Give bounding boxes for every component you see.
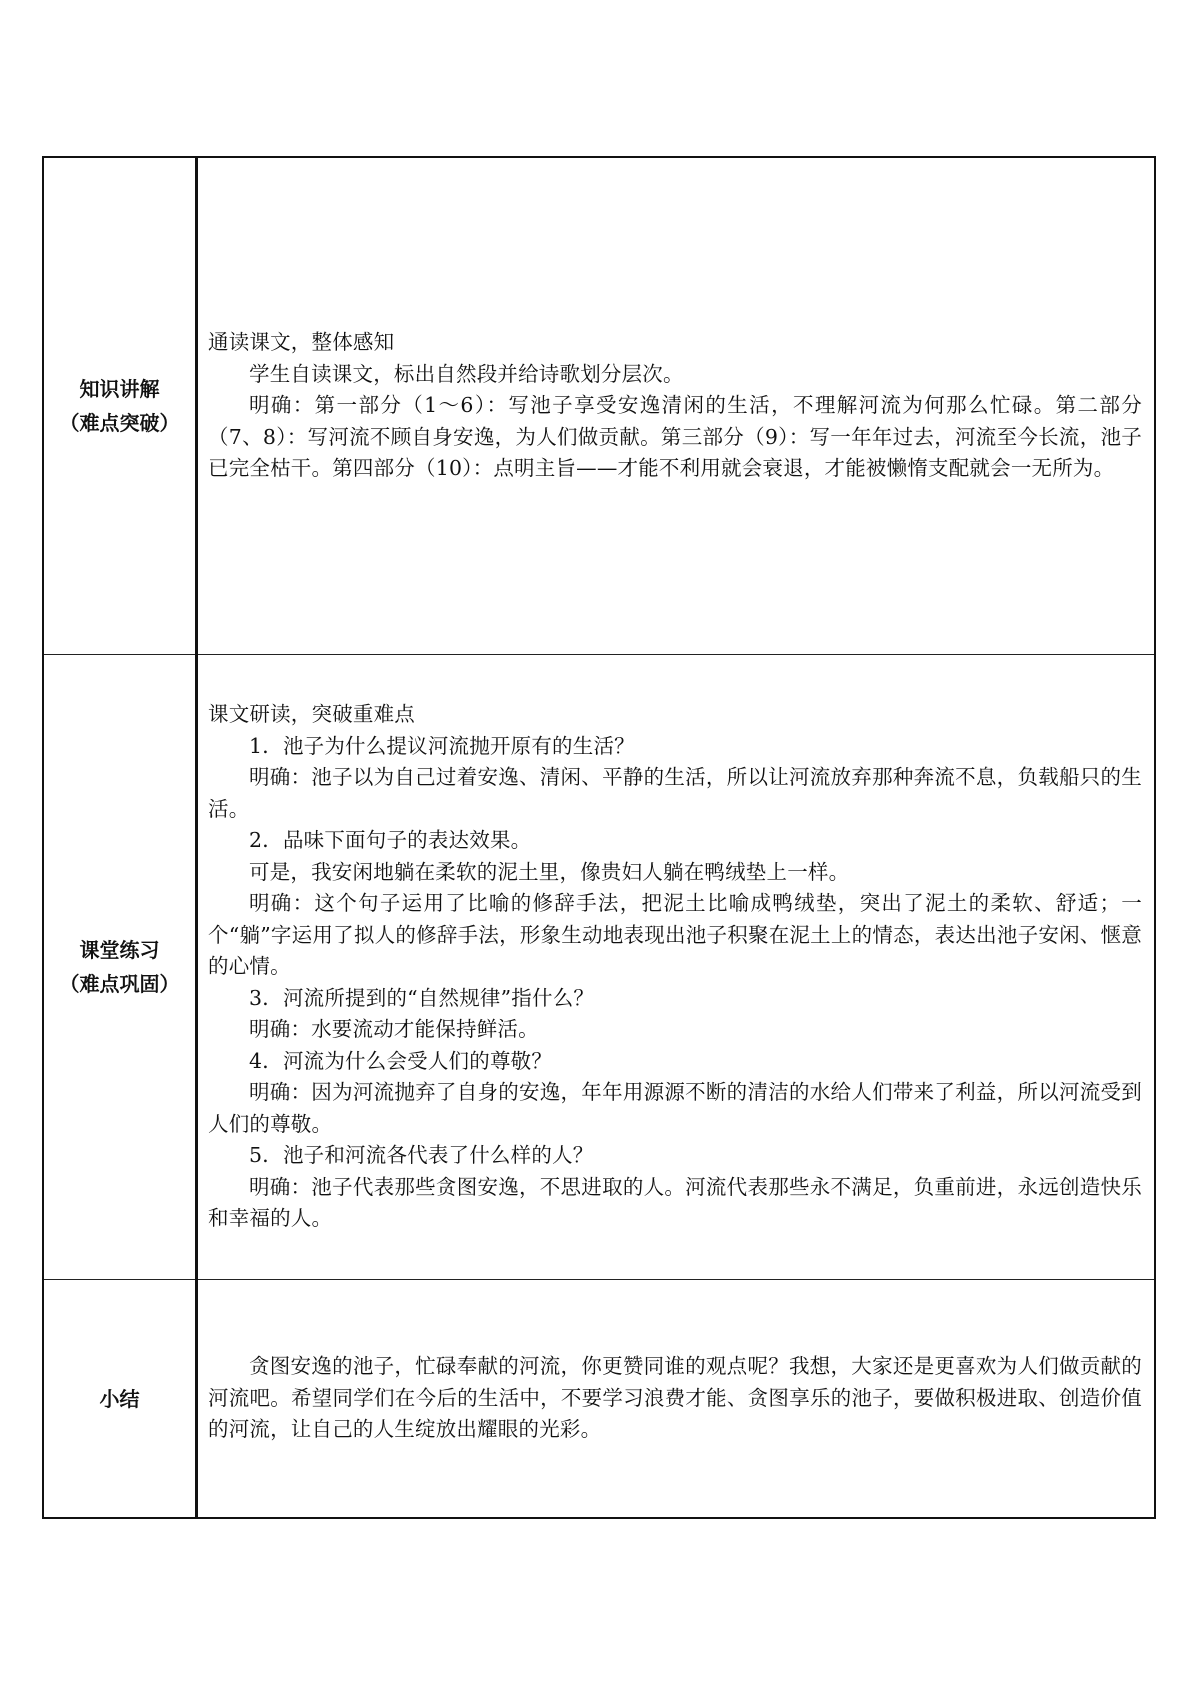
row-content-knowledge	[197, 157, 1156, 655]
row-label-knowledge	[43, 157, 197, 655]
paragraph: 明确：水要流动才能保持鲜活。	[249, 1017, 539, 1042]
row-label-line: 课堂练习	[79, 938, 160, 962]
paragraph: 通读课文，整体感知	[208, 330, 395, 355]
row-label-practice	[43, 655, 197, 1280]
paragraph: 学生自读课文，标出自然段并给诗歌划分层次。	[249, 361, 684, 386]
table-row-summary	[43, 1280, 1155, 1519]
paragraph: 明确：因为河流抛弃了自身的安逸，年年用源源不断的清洁的水给人们带来了利益，所以河流受到人们的尊敬。	[208, 1080, 1142, 1136]
paragraph: 贪图安逸的池子，忙碌奉献的河流，你更赞同谁的观点呢？我想，大家还是更喜欢为人们做贡献的河流吧。希望同学们在今后的生活中，不要学习浪费才能、贪图享乐的池子，要做积极进取、创造价值的河流，让自己的人生绽放出耀眼的光彩。	[208, 1354, 1142, 1442]
paragraph: 5．池子和河流各代表了什么样的人？	[249, 1143, 594, 1168]
row-content-practice	[197, 655, 1156, 1280]
table-row-knowledge	[43, 157, 1155, 655]
row-label-line: 知识讲解	[79, 377, 160, 401]
paragraph: 课文研读，突破重难点	[208, 702, 415, 727]
row-label-summary	[43, 1280, 197, 1519]
paragraph: 1．池子为什么提议河流抛开原有的生活？	[249, 733, 635, 758]
paragraph: 可是，我安闲地躺在柔软的泥土里，像贵妇人躺在鸭绒垫上一样。	[249, 859, 850, 884]
lesson-plan-table	[42, 156, 1156, 1519]
row-label-line: （难点突破）	[59, 411, 180, 435]
row-label-line: 小结	[99, 1386, 140, 1411]
paragraph: 明确：这个句子运用了比喻的修辞手法，把泥土比喻成鸭绒垫，突出了泥土的柔软、舒适；一个“躺”字运用了拟人的修辞手法，形象生动地表现出池子积聚在泥土上的情态，表达出池子安闲、惬意的心情。	[208, 891, 1142, 979]
row-content-summary	[197, 1280, 1156, 1519]
row-label-line: （难点巩固）	[59, 972, 180, 996]
paragraph: 明确：第一部分（1～6）：写池子享受安逸清闲的生活，不理解河流为何那么忙碌。第二部分（7、8）：写河流不顾自身安逸，为人们做贡献。第三部分（9）：写一年年过去，河流至今长流，池子已完全枯干。第四部分（10）：点明主旨——才能不利用就会衰退，才能被懒惰支配就会一无所为。	[208, 393, 1142, 481]
paragraph: 明确：池子代表那些贪图安逸，不思进取的人。河流代表那些永不满足，负重前进，永远创造快乐和幸福的人。	[208, 1174, 1142, 1231]
paragraph: 明确：池子以为自己过着安逸、清闲、平静的生活，所以让河流放弃那种奔流不息，负载船只的生活。	[208, 765, 1142, 821]
table-row-practice	[43, 655, 1155, 1280]
paragraph: 4．河流为什么会受人们的尊敬？	[249, 1048, 553, 1073]
paragraph: 2．品味下面句子的表达效果。	[249, 828, 532, 853]
paragraph: 3．河流所提到的“自然规律”指什么？	[249, 985, 595, 1010]
